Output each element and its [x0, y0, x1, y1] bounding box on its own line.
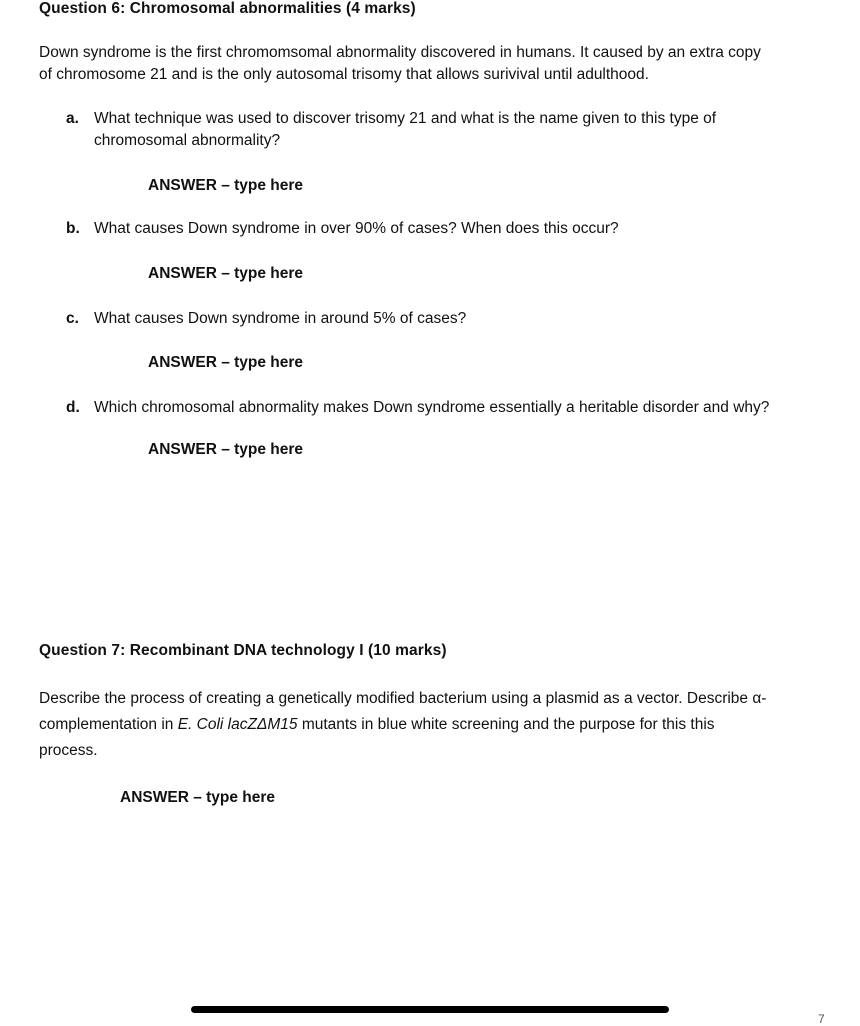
question-7-text-line-3: process.	[39, 742, 98, 759]
part-a-question-line-2: chromosomal abnormality?	[94, 132, 281, 149]
question-7-text-line-1: Describe the process of creating a genetically modified bacterium using a plasmid as a vector. Describe α-	[39, 690, 767, 707]
part-a-label: a.	[66, 110, 79, 127]
part-a-question-line-1: What technique was used to discover trisomy 21 and what is the name given to this type of	[94, 110, 717, 127]
part-d-answer-field[interactable]: ANSWER – type here	[148, 441, 304, 458]
question-7-line-2-start: complementation in	[39, 716, 178, 733]
question-6-part-d	[66, 397, 846, 419]
part-d-question: Which chromosomal abnormality makes Down syndrome essentially a heritable disorder and why?	[94, 399, 770, 416]
question-7-organism-name: E. Coli lacZΔM15	[177, 716, 298, 733]
part-b-answer-field[interactable]: ANSWER – type here	[148, 265, 304, 282]
question-6-part-a	[66, 108, 846, 152]
part-c-answer-field[interactable]: ANSWER – type here	[148, 354, 304, 371]
question-6-part-c	[66, 308, 846, 330]
question-6-intro-line-2: of chromosome 21 and is the only autosomal trisomy that allows surivival until adulthood.	[39, 66, 649, 83]
part-d-label: d.	[66, 399, 80, 416]
home-indicator-bar[interactable]	[191, 1006, 669, 1013]
page-number: 7	[818, 1012, 825, 1026]
part-b-question: What causes Down syndrome in over 90% of cases? When does this occur?	[94, 220, 619, 237]
part-c-label: c.	[66, 310, 79, 327]
part-c-question: What causes Down syndrome in around 5% of cases?	[94, 310, 467, 327]
question-6-heading: Question 6: Chromosomal abnormalities (4 marks)	[39, 0, 416, 17]
question-7-text-line-2	[39, 712, 715, 738]
question-6-part-b	[66, 218, 846, 240]
question-6-intro-line-1: Down syndrome is the first chromomsomal abnormality discovered in humans. It caused by an extra copy	[39, 44, 761, 61]
question-7-heading: Question 7: Recombinant DNA technology I (10 marks)	[39, 642, 447, 659]
part-a-answer-field[interactable]: ANSWER – type here	[148, 177, 304, 194]
question-7-line-2-end: mutants in blue white screening and the purpose for this this	[297, 716, 715, 733]
question-7-answer-field[interactable]: ANSWER – type here	[120, 789, 276, 806]
part-b-label: b.	[66, 220, 80, 237]
